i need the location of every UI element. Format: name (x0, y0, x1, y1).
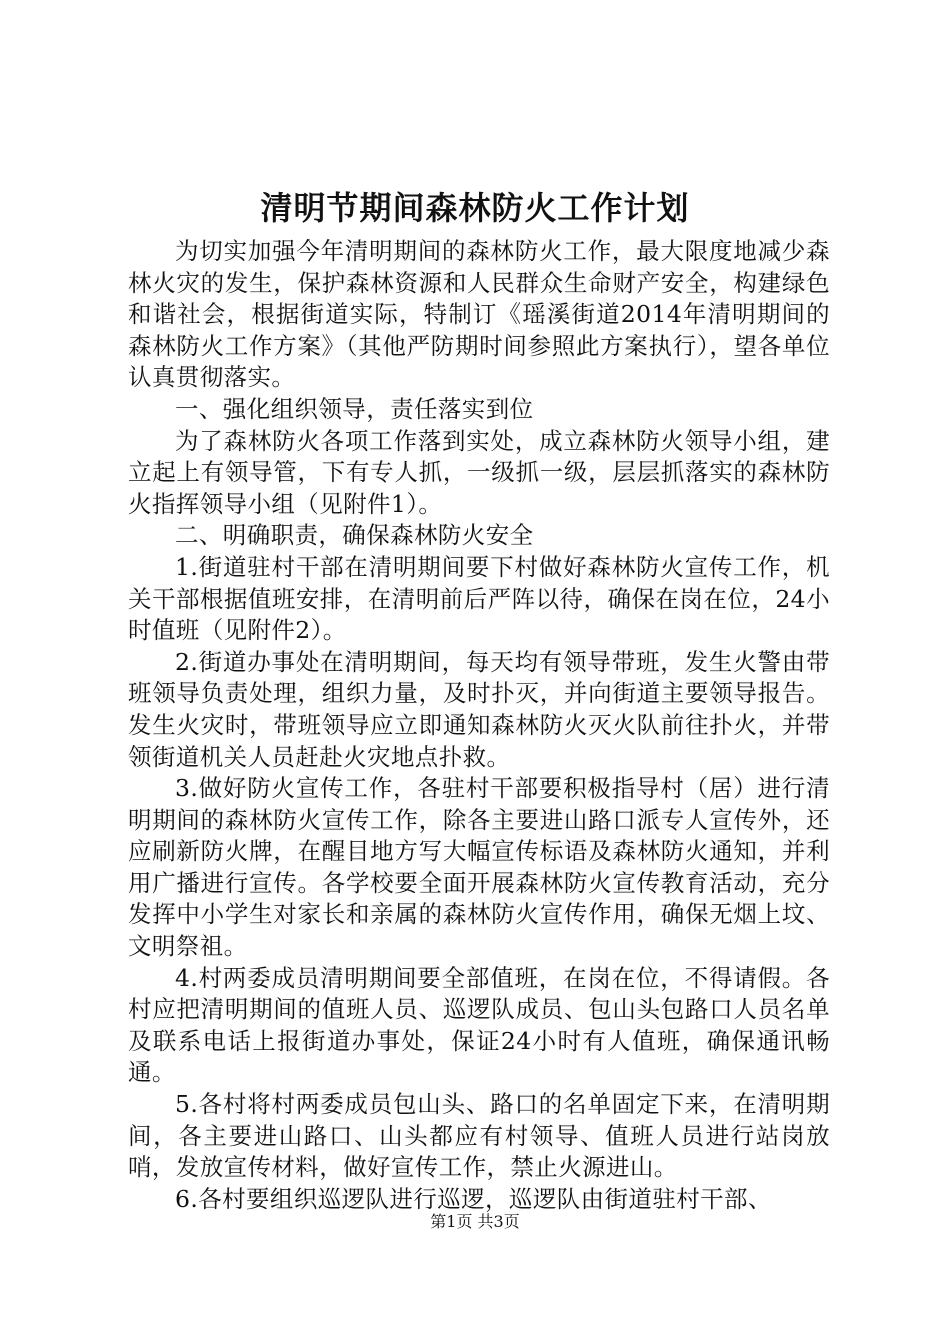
paragraph-intro: 为切实加强今年清明期间的森林防火工作，最大限度地减少森林火灾的发生，保护森林资源和人民群众生命财产安全，构建绿色和谐社会，根据街道实际，特制订《瑶溪街道2014年清明期间的森林防火工作方案》（其他严防期时间参照此方案执行），望各单位认真贯彻落实。 (128, 237, 830, 392)
page-number-footer: 第1页 共3页 (430, 1212, 520, 1231)
paragraph-item-1: 1.街道驻村干部在清明期间要下村做好森林防火宣传工作，机关干部根据值班安排，在清明前后严阵以待，确保在岗在位，24小时值班（见附件2）。 (128, 552, 830, 645)
section-heading-1: 一、强化组织领导，责任落实到位 (175, 394, 534, 423)
paragraph-item-5: 5.各村将村两委成员包山头、路口的名单固定下来，在清明期间，各主要进山路口、山头都应有村领导、值班人员进行站岗放哨，发放宣传材料，做好宣传工作，禁止火源进山。 (128, 1090, 830, 1182)
paragraph-item-4: 4.村两委成员清明期间要全部值班，在岗在位，不得请假。各村应把清明期间的值班人员、巡逻队成员、包山头包路口人员名单及联系电话上报街道办事处，保证24小时有人值班，确保通讯畅通。 (128, 963, 830, 1087)
paragraph-item-3: 3.做好防火宣传工作，各驻村干部要积极指导村（居）进行清明期间的森林防火宣传工作，除各主要进山路口派专人宣传外，还应刷新防火牌，在醒目地方写大幅宣传标语及森林防火通知，并利用广播进行宣传。各学校要全面开展森林防火宣传教育活动，充分发挥中小学生对家长和亲属的森林防火宣传作用，确保无烟上坟、文明祭祖。 (128, 774, 830, 961)
section-heading-2: 二、明确职责，确保森林防火安全 (175, 521, 534, 550)
paragraph-item-2: 2.街道办事处在清明期间，每天均有领导带班，发生火警由带班领导负责处理，组织力量，及时扑灭，并向街道主要领导报告。发生火灾时，带班领导应立即通知森林防火灭火队前往扑火，并带领街道机关人员赶赴火灾地点扑救。 (128, 647, 830, 771)
paragraph-leadership: 为了森林防火各项工作落到实处，成立森林防火领导小组，建立起上有领导管，下有专人抓，一级抓一级，层层抓落实的森林防火指挥领导小组（见附件1）。 (128, 426, 830, 518)
paragraph-item-6: 6.各村要组织巡逻队进行巡逻，巡逻队由街道驻村干部、 (175, 1184, 772, 1213)
document-body (128, 236, 830, 1215)
document-title: 清明节期间森林防火工作计划 (260, 189, 690, 227)
